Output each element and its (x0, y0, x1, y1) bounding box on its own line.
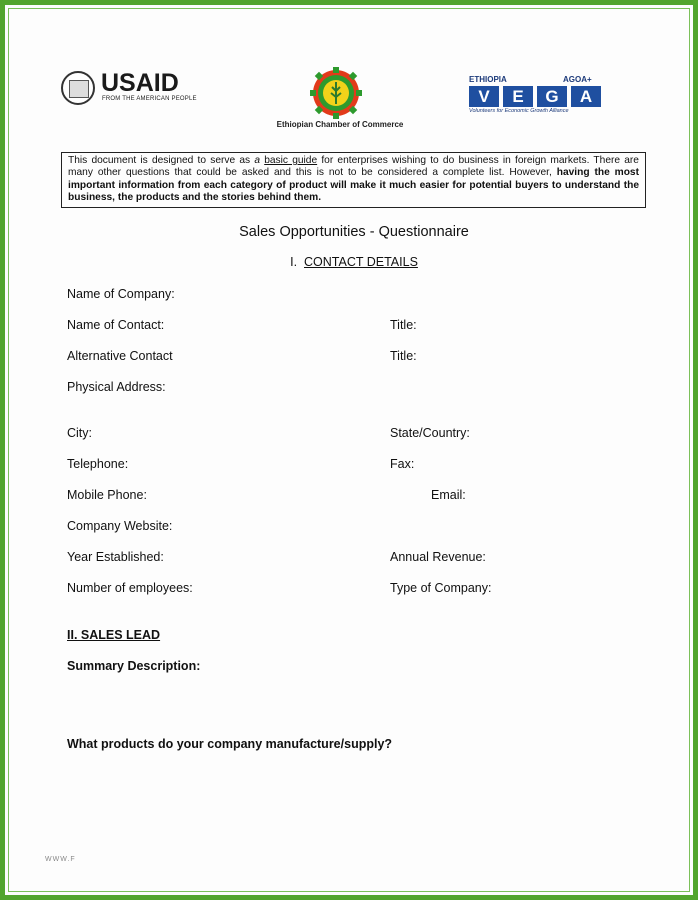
section-sales-lead-heading: II. SALES LEAD (67, 628, 161, 642)
vega-country: ETHIOPIA (469, 75, 507, 84)
vega-logo (467, 75, 607, 119)
vega-program: AGOA+ (563, 75, 592, 84)
intro-text-2: a (254, 155, 260, 166)
intro-text-5: for enterprises wishing to do business in foreign markets. There are many other questions that could be asked and this is not to be considered a complete list. However, (68, 155, 639, 179)
section-number: I. (290, 255, 298, 269)
section-heading: CONTACT DETAILS (304, 255, 418, 269)
year-established-label: Year Established: (67, 550, 164, 564)
alt-contact-title-label: Title: (390, 349, 417, 363)
chamber-logo-icon (310, 67, 362, 119)
page-inner-border (8, 8, 690, 892)
email-label: Email: (431, 488, 466, 502)
intro-bold-text: having the most important information from each category of product will make it much easier for potential buyers to understand the business, the products and the stories behind them. (68, 167, 639, 203)
alt-contact-label: Alternative Contact (67, 349, 173, 363)
page-title: Sales Opportunities - Questionnaire (239, 224, 469, 240)
contact-name-label: Name of Contact: (67, 318, 165, 332)
city-label: City: (67, 426, 92, 440)
company-type-label: Type of Company: (390, 581, 492, 595)
vega-letter-v: V (469, 86, 499, 107)
watermark: WWW.F (45, 856, 76, 863)
products-question: What products do your company manufacture/supply? (67, 737, 393, 751)
physical-address-label: Physical Address: (67, 380, 166, 394)
vega-letter-e: E (503, 86, 533, 107)
company-website-label: Company Website: (67, 519, 173, 533)
mobile-phone-label: Mobile Phone: (67, 488, 147, 502)
summary-description-label: Summary Description: (67, 659, 201, 673)
company-name-label: Name of Company: (67, 287, 175, 301)
telephone-label: Telephone: (67, 457, 129, 471)
section-contact-details-heading (5, 255, 698, 269)
vega-letter-g: G (537, 86, 567, 107)
usaid-logo-text: USAID (101, 69, 179, 97)
intro-basic-guide: basic guide (264, 155, 318, 166)
employees-label: Number of employees: (67, 581, 193, 595)
usaid-logo-subtitle: FROM THE AMERICAN PEOPLE (102, 96, 197, 102)
intro-box (61, 152, 646, 208)
fax-label: Fax: (390, 457, 415, 471)
intro-text-1: This document is designed to serve as (68, 155, 255, 166)
chamber-name: Ethiopian Chamber of Commerce (276, 120, 404, 129)
vega-letter-a: A (571, 86, 601, 107)
vega-tagline: Volunteers for Economic Growth Alliance (469, 108, 569, 114)
annual-revenue-label: Annual Revenue: (390, 550, 486, 564)
contact-title-label: Title: (390, 318, 417, 332)
usaid-logo (61, 71, 201, 107)
usaid-seal-icon (61, 71, 95, 105)
state-country-label: State/Country: (390, 426, 470, 440)
